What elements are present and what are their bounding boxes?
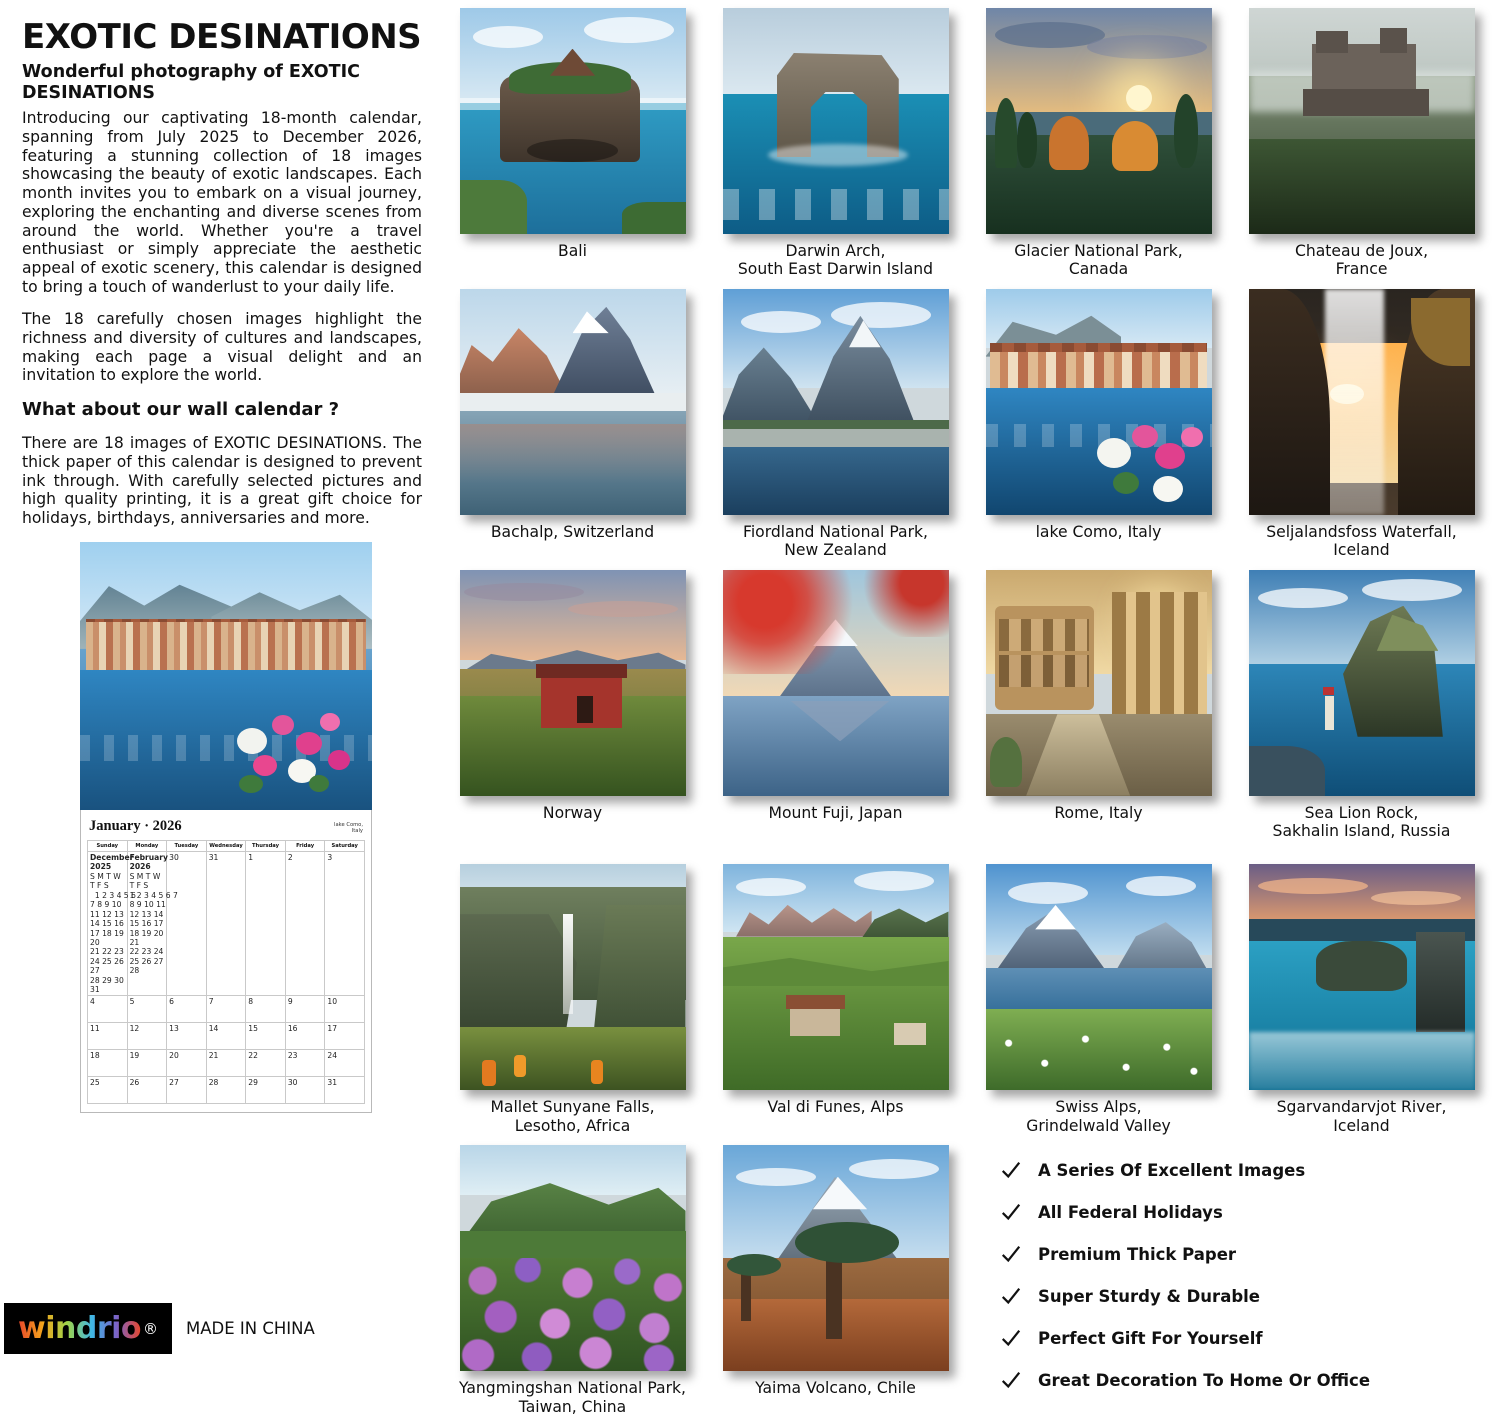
calendar-day-cell: 16 <box>285 1022 325 1049</box>
registered-icon: ® <box>143 1319 159 1338</box>
check-icon <box>1000 1369 1022 1391</box>
feature-item <box>1000 1369 1484 1391</box>
calendar-day-cell: 10 <box>325 995 365 1022</box>
calendar-day-cell: 29 <box>246 1076 286 1103</box>
left-info-column <box>0 0 440 1412</box>
calendar-week-row <box>88 995 365 1022</box>
gallery-item <box>450 8 695 285</box>
photo-caption: Chateau de Joux, France <box>1294 242 1429 279</box>
calendar-day-cell: 24 <box>325 1049 365 1076</box>
photo-caption: Sgarvandarvjot River, Iceland <box>1276 1098 1447 1135</box>
calendar-photo-caption: lake Como, Italy <box>334 822 363 835</box>
check-icon <box>1000 1201 1022 1223</box>
photo-yaima-volcano <box>723 1145 949 1371</box>
calendar-day-cell: 2 <box>285 851 325 995</box>
wall-calendar-paragraph: There are 18 images of EXOTIC DESINATIONS. The thick paper of this calendar is designed to prevent ink through. With carefully selected pictures and high quality printing, it is a great gift choice for holidays, birthdays, anniversaries and more. <box>22 434 422 527</box>
gallery-item <box>450 864 695 1141</box>
photo-caption: Yangmingshan National Park, Taiwan, China <box>458 1379 686 1416</box>
gallery-item <box>1239 289 1484 566</box>
photo-caption: Yaima Volcano, Chile <box>755 1379 916 1398</box>
gallery-item <box>976 864 1221 1141</box>
photo-caption: Rome, Italy <box>1054 803 1143 822</box>
weekday-header: Tuesday <box>167 840 207 851</box>
photo-bali <box>460 8 686 234</box>
calendar-day-cell: 4 <box>88 995 128 1022</box>
photo-sea-lion-rock <box>1249 570 1475 796</box>
calendar-day-cell: 23 <box>285 1049 325 1076</box>
photo-yangmingshan-national-park <box>460 1145 686 1371</box>
photo-chateau-de-joux <box>1249 8 1475 234</box>
calendar-day-cell: 6 <box>167 995 207 1022</box>
calendar-day-cell: 21 <box>206 1049 246 1076</box>
photo-swiss-alps <box>986 864 1212 1090</box>
images-paragraph: The 18 carefully chosen images highlight the richness and diversity of cultures and landscapes, making each page a visual delight and an invitation to explore the world. <box>22 310 422 385</box>
photo-caption: Swiss Alps, Grindelwald Valley <box>1026 1098 1171 1135</box>
calendar-day-cell: 22 <box>246 1049 286 1076</box>
photo-rome <box>986 570 1212 796</box>
calendar-week-row <box>88 1049 365 1076</box>
calendar-day-cell: 3 <box>325 851 365 995</box>
calendar-day-cell: 15 <box>246 1022 286 1049</box>
gallery-item <box>713 289 958 566</box>
check-icon <box>1000 1243 1022 1265</box>
mini-month-next: February 2026 S M T W T F S 1 2 3 4 5 6 7 8 9 10 11 12 13 14 15 16 17 18 19 20 21 22 23 24 25 26 27 28 <box>127 851 167 995</box>
calendar-day-cell: 5 <box>127 995 167 1022</box>
gallery-item <box>713 570 958 847</box>
photo-caption: Fiordland National Park, New Zealand <box>743 522 928 560</box>
calendar-day-cell: 14 <box>206 1022 246 1049</box>
feature-label: All Federal Holidays <box>1038 1202 1223 1222</box>
check-icon <box>1000 1285 1022 1307</box>
photo-caption: lake Como, Italy <box>1035 522 1162 541</box>
calendar-day-cell: 26 <box>127 1076 167 1103</box>
photo-norway <box>460 570 686 796</box>
photo-bachalp <box>460 289 686 515</box>
calendar-month-label: January · 2026 <box>89 817 182 834</box>
photo-sgarvandarvjot-river <box>1249 864 1475 1090</box>
photo-caption: Bali <box>558 242 587 260</box>
gallery-item <box>450 570 695 847</box>
photo-caption: Norway <box>542 803 603 822</box>
calendar-day-cell: 30 <box>167 851 207 995</box>
features-list <box>976 1145 1484 1422</box>
gallery-item <box>976 570 1221 847</box>
feature-item <box>1000 1243 1484 1265</box>
photo-caption: Val di Funes, Alps <box>767 1098 904 1117</box>
made-in-label: MADE IN CHINA <box>186 1319 315 1338</box>
calendar-day-cell: 18 <box>88 1049 128 1076</box>
photo-glacier-national-park <box>986 8 1212 234</box>
gallery-item <box>450 1145 695 1422</box>
feature-item <box>1000 1159 1484 1181</box>
photo-caption: Bachalp, Switzerland <box>490 522 655 541</box>
brand-footer <box>4 1303 315 1354</box>
gallery-item <box>1239 8 1484 285</box>
calendar-week-row <box>88 1022 365 1049</box>
gallery-item <box>976 8 1221 285</box>
photo-val-di-funes <box>723 864 949 1090</box>
gallery-item <box>713 8 958 285</box>
calendar-day-cell: 25 <box>88 1076 128 1103</box>
check-icon <box>1000 1159 1022 1181</box>
gallery-item <box>1239 864 1484 1141</box>
calendar-day-cell: 30 <box>285 1076 325 1103</box>
feature-label: Premium Thick Paper <box>1038 1244 1237 1264</box>
weekday-header: Wednesday <box>206 840 246 851</box>
calendar-day-cell: 17 <box>325 1022 365 1049</box>
calendar-preview-photo <box>80 542 372 810</box>
calendar-day-cell: 27 <box>167 1076 207 1103</box>
calendar-day-cell: 12 <box>127 1022 167 1049</box>
gallery-item <box>1239 570 1484 847</box>
photo-mount-fuji <box>723 570 949 796</box>
calendar-day-cell: 28 <box>206 1076 246 1103</box>
wall-calendar-heading: What about our wall calendar ? <box>22 399 340 421</box>
mini-month-prev: December 2025 S M T W T F S 1 2 3 4 5 6 7 8 9 10 11 12 13 14 15 16 17 18 19 20 21 22 23 24 25 26 27 28 29 30 31 <box>88 851 128 995</box>
weekday-header: Saturday <box>325 840 365 851</box>
calendar-weekday-row <box>88 840 365 851</box>
photo-seljalandsfoss-waterfall <box>1249 289 1475 515</box>
weekday-header: Sunday <box>88 840 128 851</box>
calendar-table <box>87 840 365 1104</box>
weekday-header: Friday <box>285 840 325 851</box>
photo-caption: Mount Fuji, Japan <box>768 803 903 822</box>
photo-caption: Seljalandsfoss Waterfall, Iceland <box>1266 522 1457 560</box>
check-icon <box>1000 1327 1022 1349</box>
page-subtitle: Wonderful photography of EXOTIC DESINATIONS <box>22 62 360 103</box>
gallery-column <box>440 0 1500 1416</box>
brand-logo <box>4 1303 172 1354</box>
photo-caption: Sea Lion Rock, Sakhalin Island, Russia <box>1272 803 1451 840</box>
feature-item <box>1000 1201 1484 1223</box>
feature-label: Great Decoration To Home Or Office <box>1038 1370 1371 1390</box>
page-title: EXOTIC DESINATIONS <box>22 17 422 57</box>
photo-caption: Mallet Sunyane Falls, Lesotho, Africa <box>490 1098 655 1135</box>
gallery-item <box>450 289 695 566</box>
calendar-day-cell: 8 <box>246 995 286 1022</box>
calendar-day-cell: 20 <box>167 1049 207 1076</box>
intro-paragraph: Introducing our captivating 18-month calendar, spanning from July 2025 to December 2026, featuring a stunning collection of 18 images showcasing the beauty of exotic landscapes. Each month invites you to embark on a visual journey, exploring the enchanting and diverse scenes from around the world. Whether you're a travel enthusiast or simply appreciate the aesthetic appeal of exotic scenery, this calendar is designed to bring a touch of wanderlust to your daily life. <box>22 109 422 296</box>
calendar-day-cell: 19 <box>127 1049 167 1076</box>
photo-lake-como <box>986 289 1212 515</box>
calendar-day-cell: 11 <box>88 1022 128 1049</box>
calendar-preview <box>80 542 372 1113</box>
weekday-header: Thursday <box>246 840 286 851</box>
calendar-day-cell: 9 <box>285 995 325 1022</box>
flowers-decoration <box>226 708 360 799</box>
photo-caption: Glacier National Park, Canada <box>1014 242 1183 279</box>
feature-item <box>1000 1327 1484 1349</box>
feature-label: Perfect Gift For Yourself <box>1038 1328 1263 1348</box>
calendar-day-cell: 31 <box>206 851 246 995</box>
gallery-grid <box>450 8 1484 1422</box>
feature-label: Super Sturdy & Durable <box>1038 1286 1260 1306</box>
photo-darwin-arch <box>723 8 949 234</box>
gallery-item <box>713 1145 958 1422</box>
weekday-header: Monday <box>127 840 167 851</box>
calendar-day-cell: 31 <box>325 1076 365 1103</box>
calendar-week-row <box>88 851 365 995</box>
photo-caption: Darwin Arch, South East Darwin Island <box>737 242 934 279</box>
calendar-preview-grid <box>80 810 372 1113</box>
calendar-week-row <box>88 1076 365 1103</box>
feature-item <box>1000 1285 1484 1307</box>
brand-name: windrio <box>18 1311 142 1346</box>
calendar-day-cell: 13 <box>167 1022 207 1049</box>
gallery-item <box>713 864 958 1141</box>
feature-label: A Series Of Excellent Images <box>1038 1160 1306 1180</box>
gallery-item <box>976 289 1221 566</box>
calendar-day-cell: 7 <box>206 995 246 1022</box>
photo-fiordland-national-park <box>723 289 949 515</box>
calendar-day-cell: 1 <box>246 851 286 995</box>
photo-mallet-sunyane-falls <box>460 864 686 1090</box>
